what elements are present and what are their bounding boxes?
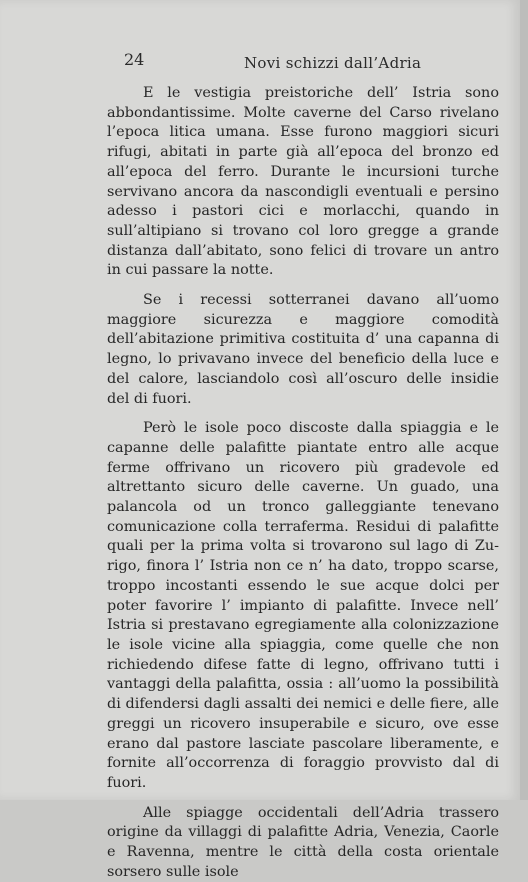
paragraph-pile-dwellings: Però le isole poco discoste dalla spiaggia e le capanne delle palafitte piantate entro alle acque ferme offrivano un ricovero più gradevole ed altrettanto sicuro delle caverne. Un guado, una palancola od un tronco galleggiante tenevano comunicazione colla terraferma. Residui di palafitte quali per la prima volta si trovarono sul lago di Zurigo, finora l’ Istria non ce n’ ha dato, troppo scarse, troppo incostanti essendo le sue acque dolci per poter favorire l’ impianto di palafitte. Invece nell’ Istria si prestavano egregiamente alla colonizzazione le isole vicine alla spiaggia, come quelle che non richiedendo difese fatte di legno, offrivano tutti i vantaggi della palafitta, ossia : all’uomo la possibilità di difendersi dagli assalti dei nemici e delle fiere, alle greggi un ricovero insuperabile e sicuro, ove esse erano dal pastore lasciate pascolare liberamente, e fornite all’occorrenza di foraggio provvisto dal di fuori.	[107, 420, 499, 791]
page-edge	[520, 0, 528, 800]
paragraph-adriatic-origins: Alle spiagge occidentali dell’Adria trassero origine da villaggi di palafitte Adria, Venezia, Caorle e Ravenna, mentre le città della costa orientale sorsero sulle isole	[107, 804, 499, 880]
running-title: Novi schizzi dall’Adria	[244, 54, 422, 72]
page-number: 24	[124, 50, 145, 69]
page-header	[0, 50, 520, 74]
paragraph-prehistoric-vestiges: E le vestigia preistoriche dell’ Istria sono abbondantissime. Molte caverne del Carso rivelano l’epoca litica umana. Esse furono maggiori sicuri rifugi, abitati in parte già all’epoca del bronzo ed all’epoca del ferro. Durante le incursioni turche servivano ancora da nascondigli eventuali e persino adesso i pastori cici e morlacchi, quando in sull’altipiano si trovano col loro gregge a grande distanza dall’abitato, sono felici di trovare un antro in cui passare la notte.	[107, 85, 499, 279]
body-text	[107, 84, 499, 882]
paragraph-underground-recesses: Se i recessi sotterranei davano all’uomo maggiore sicurezza e maggiore comodità dell’abitazione primitiva costituita d’ una capanna di legno, lo privavano invece del beneficio della luce e del calore, lasciandolo così all’oscuro delle insidie del di fuori.	[107, 292, 499, 407]
